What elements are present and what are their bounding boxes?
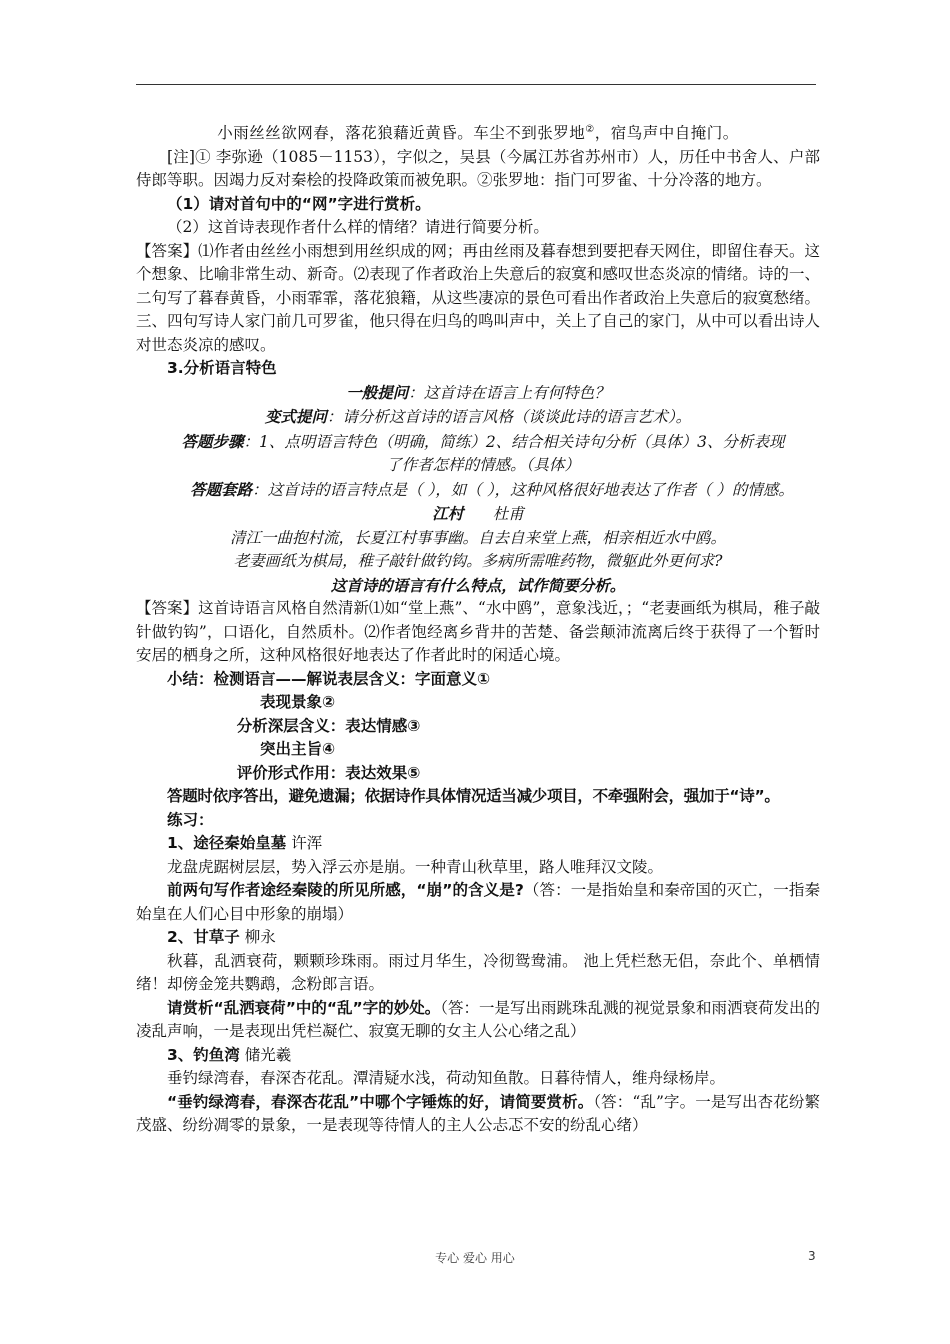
exercise-3-title xyxy=(136,1044,820,1068)
annotation-note: [注]① 李弥逊（1085－1153），字似之，吴县（今属江苏省苏州市）人，历任中书舍人、户部侍郎等职。因竭力反对秦桧的投降政策而被免职。②张罗地：指门可罗雀、十分冷落的地方。 xyxy=(136,147,820,189)
question-2: （2）这首诗表现作者什么样的情绪？请进行简要分析。 xyxy=(167,218,549,236)
summary-line-4: 突出主旨④ xyxy=(260,740,336,758)
section-heading-3: 3.分析语言特色 xyxy=(167,359,277,377)
poem1-line xyxy=(136,122,820,146)
exercise-2-question xyxy=(136,997,820,1044)
answer-steps xyxy=(136,430,820,478)
steps-text: ：1、点明语言特色（明确，简练）2、结合相关诗句分析（具体）3、分析表现了作者怎样的情感。（具体） xyxy=(243,432,785,474)
poem2-heading xyxy=(136,502,820,527)
general-question xyxy=(136,381,820,406)
exercise-3-q: “垂钓绿湾春，春深杏花乱”中哪个字锤炼的好，请简要赏析。 xyxy=(167,1092,594,1111)
steps-label: 答题步骤 xyxy=(181,431,244,451)
exercise-1-name: 1、途径秦始皇墓 xyxy=(167,834,287,852)
variant-label: 变式提问 xyxy=(264,407,327,426)
exercise-3-name: 3、钓鱼湾 xyxy=(167,1045,240,1064)
page-footer: 专心 爱心 用心 xyxy=(435,1251,515,1265)
summary-line-5: 评价形式作用：表达效果⑤ xyxy=(236,763,421,782)
answer-1: 【答案】⑴作者由丝丝小雨想到用丝织成的网；再由丝雨及暮春想到要把春天网住，即留住春天。这个想象、比喻非常生动、新奇。⑵表现了作者政治上失意后的寂寞和感叹世态炎凉的情绪。诗的一、二句写了暮春黄昏，小雨霏霏，落花狼籍，从这些凄凉的景色可看出作者政治上失意后的寂寞愁绪。三、四句写诗人家门前几可罗雀，他只得在归鸟的鸣叫声中，关上了自己的家门，从中可以看出诗人对世态炎凉的感叹。 xyxy=(136,241,820,354)
pattern-text: ：这首诗的语言特点是（ ），如（ ），这种风格很好地表达了作者（ ）的情感。 xyxy=(252,480,794,499)
answer-rule: 答题时依序答出，避免遗漏；依据诗作具体情况适当减少项目，不牵强附会，强加于“诗”。 xyxy=(167,787,780,805)
footnote-marker: ② xyxy=(585,123,595,135)
poem2-question: 这首诗的语言有什么特点，试作简要分析。 xyxy=(330,575,626,595)
exercise-2-author: 柳永 xyxy=(239,928,276,946)
exercise-1-author: 许浑 xyxy=(286,834,323,852)
exercise-1-title xyxy=(136,832,820,856)
exercise-1-a: （答：一是指始皇和秦帝国的灭亡，一指秦始皇在人们心目中形象的崩塌） xyxy=(136,881,820,923)
variant-question xyxy=(136,405,820,430)
question-1: （1）请对首句中的“网”字进行赏析。 xyxy=(167,194,431,213)
poem1-text-end: ，宿鸟声中自掩门。 xyxy=(594,124,739,142)
general-text: ：这首诗在语言上有何特色？ xyxy=(408,383,610,402)
document-body xyxy=(136,122,820,1138)
exercise-1-question xyxy=(136,879,820,926)
exercise-3-poem: 垂钓绿湾春，春深杏花乱。潭清疑水浅，荷动知鱼散。日暮待情人，维舟绿杨岸。 xyxy=(167,1069,726,1087)
summary-line-1: 小结：检测语言——解说表层含义：字面意义① xyxy=(167,669,491,688)
exercise-1-poem: 龙盘虎踞树层层，势入浮云亦是崩。一种青山秋草里，路人唯拜汉文陵。 xyxy=(167,857,664,876)
summary-line-2: 表现景象② xyxy=(260,693,336,711)
exercise-2-poem: 秋暮，乱洒衰荷，颗颗珍珠雨。雨过月华生，冷彻鸳鸯浦。 池上凭栏愁无侣，奈此个、单栖情绪！却傍金笼共鹦鹉，念粉郎言语。 xyxy=(136,951,820,993)
exercise-2-title xyxy=(136,926,820,950)
poem1-text: 小雨丝丝欲网春，落花狼藉近黄昏。车尘不到张罗地 xyxy=(217,124,586,142)
summary-line-3: 分析深层含义：表达情感③ xyxy=(236,716,421,735)
answer-2: 【答案】这首诗语言风格自然清新⑴如“堂上燕”、“水中鸥”，意象浅近，；“老妻画纸为棋局，稚子敲针做钓钩”，口语化，自然质朴。⑵作者饱经离乡背井的苦楚、备尝颠沛流离后终于获得了一个暂时安居的栖身之所，这种风格很好地表达了作者此时的闲适心境。 xyxy=(136,599,820,664)
pattern-label: 答题套路 xyxy=(190,479,253,499)
answer-pattern xyxy=(136,478,820,503)
exercise-3-author: 储光羲 xyxy=(239,1045,292,1064)
variant-text: ：请分析这首诗的语言风格（谈谈此诗的语言艺术）。 xyxy=(326,408,692,426)
exercise-3-question xyxy=(136,1091,820,1138)
practice-heading: 练习： xyxy=(167,810,214,829)
page-number: 3 xyxy=(808,1249,816,1263)
poem2-title: 江村 xyxy=(432,504,464,523)
header-rule xyxy=(136,84,816,85)
poem2-line-1: 清江一曲抱村流，长夏江村事事幽。自去自来堂上燕，相亲相近水中鸥。 xyxy=(229,528,726,547)
general-label: 一般提问 xyxy=(346,382,409,402)
exercise-2-q: 请赏析“乱洒衰荷”中的“乱”字的妙处。 xyxy=(167,998,441,1017)
exercise-2-a: （答：一是写出雨跳珠乱溅的视觉景象和雨洒衰荷发出的凌乱声响，一是表现出凭栏凝伫、寂寞无聊的女主人公心绪之乱） xyxy=(136,998,821,1040)
exercise-1-q: 前两句写作者途经秦陵的所见所感，“崩”的含义是? xyxy=(167,881,524,899)
poem2-author: 杜甫 xyxy=(492,505,524,523)
exercise-3-a: （答：“乱”字。一是写出杏花纷繁茂盛、纷纷凋零的景象，一是表现等待情人的主人公忐忑不安的纷乱心绪） xyxy=(136,1092,820,1134)
poem2-line-2: 老妻画纸为棋局，稚子敲针做钓钩。多病所需唯药物，微躯此外更何求? xyxy=(233,552,723,570)
exercise-2-name: 2、甘草子 xyxy=(167,928,240,946)
